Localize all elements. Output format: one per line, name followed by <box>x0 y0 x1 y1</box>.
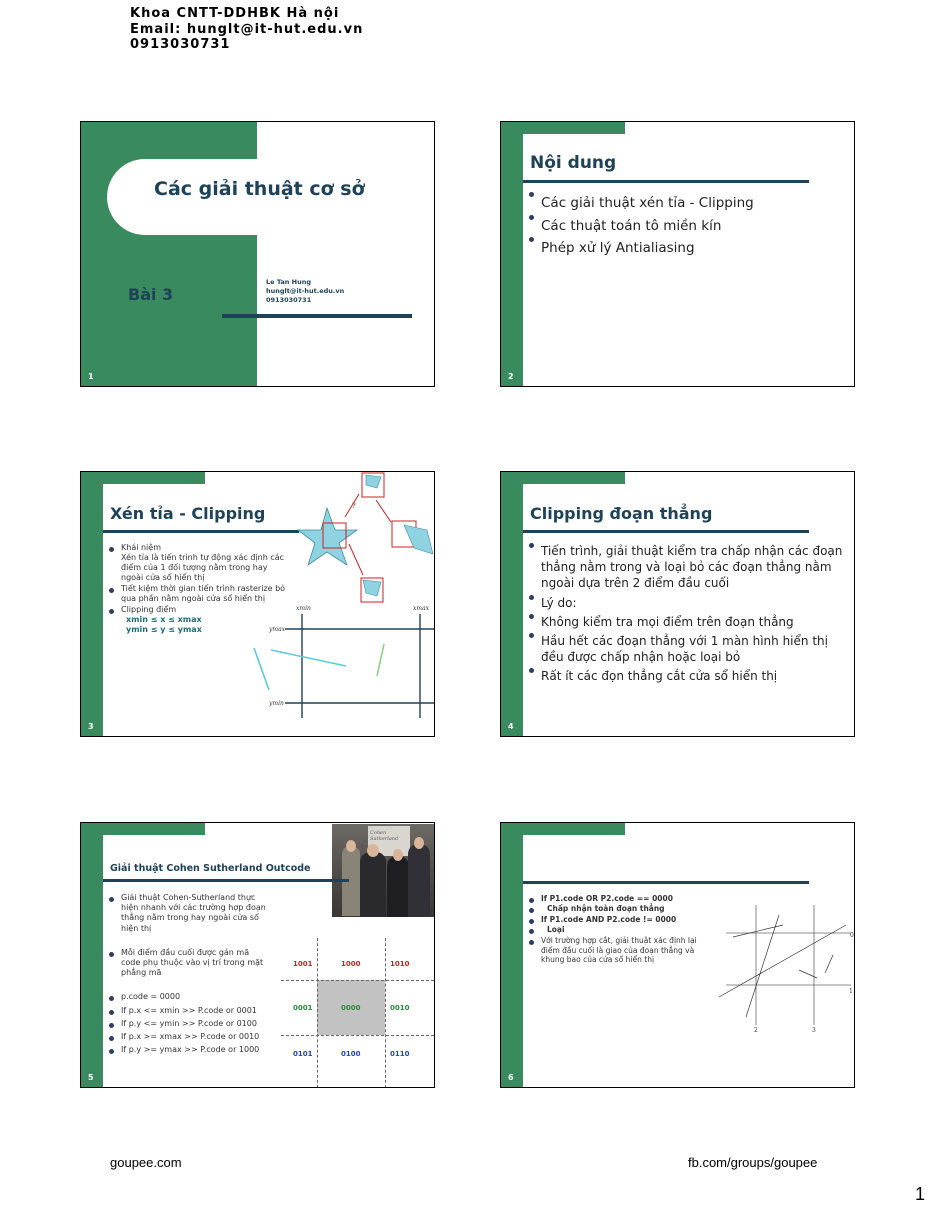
footer-right: fb.com/groups/goupee <box>688 1155 818 1170</box>
face <box>393 849 403 861</box>
segment <box>254 648 269 690</box>
slide4-green-side <box>501 472 523 736</box>
arrow <box>349 544 363 575</box>
slide4-underline <box>523 530 809 533</box>
list-item: Tiến trình, giải thuật kiểm tra chấp nhận các đoạn thẳng nằm trong và loại bỏ các đoạn thẳng nằm ngoài dựa trên 2 điểm đầu cuối <box>529 543 847 592</box>
footer-left: goupee.com <box>110 1155 182 1170</box>
slide1-underline <box>222 314 412 318</box>
header-phone: 0913030731 <box>130 37 231 52</box>
slide-number: 5 <box>88 1073 94 1082</box>
figure-label-0: 0 <box>850 932 854 939</box>
grid-line <box>281 1035 434 1036</box>
figure-label-3: 3 <box>812 1027 816 1034</box>
outcode-label: 0001 <box>293 1004 313 1012</box>
clipped-piece <box>404 525 433 554</box>
outcode-label: 0100 <box>341 1050 361 1058</box>
slide-3 <box>80 471 435 737</box>
header-email: Email: hunglt@it-hut.edu.vn <box>130 21 364 37</box>
slide-number: 3 <box>88 722 94 731</box>
grid-line <box>385 938 386 1088</box>
figure-label-2: 2 <box>754 1027 758 1034</box>
list-item: Các giải thuật xén tỉa - Clipping <box>529 192 754 215</box>
slide3-cond2: ymin ≤ y ≤ ymax <box>126 625 202 634</box>
list-item: If P1.code OR P2.code == 0000 <box>529 894 709 904</box>
figure-label-1: 1 <box>849 988 853 995</box>
list-item: If p.y >= ymax >> P.code or 1000 <box>109 1045 269 1055</box>
slide-number: 6 <box>508 1073 514 1082</box>
star-shape <box>298 508 357 565</box>
list-sub-item: Chấp nhận toàn đoạn thẳng <box>529 904 709 914</box>
slide2-green-side <box>501 122 523 386</box>
outcode-label: 0110 <box>390 1050 410 1058</box>
slide1-title: Các giải thuật cơ sở <box>154 178 365 200</box>
list-item: Rất ít các đọn thẳng cắt cửa sổ hiển thị <box>529 668 847 684</box>
segment <box>825 955 833 973</box>
slide-1 <box>80 121 435 387</box>
outcode-label: 1001 <box>293 960 313 968</box>
segment <box>377 644 384 676</box>
clipped-piece <box>366 475 381 488</box>
list-item: Phép xử lý Antialiasing <box>529 237 754 260</box>
list-item: Lý do: <box>529 595 847 611</box>
face <box>367 844 379 857</box>
outcode-label: 0101 <box>293 1050 313 1058</box>
axis-xmin-label: xmin <box>296 605 311 612</box>
slide4-title: Clipping đoạn thẳng <box>530 504 713 523</box>
slide-number: 4 <box>508 722 514 731</box>
list-item: Không kiểm tra mọi điểm trên đoạn thẳng <box>529 614 847 630</box>
clipped-piece <box>363 580 381 596</box>
person <box>360 852 386 917</box>
list-item: Giải thuật Cohen-Sutherland thực hiện nhanh với các trường hợp đoạn thẳng nằm trong hay ngoài cửa sổ hiện thị <box>109 893 269 934</box>
header-department: Khoa CNTT-DDHBK Hà nội <box>130 6 340 21</box>
list-item: Khái niệm Xén tỉa là tiến trình tự động xác định các điểm của 1 đối tượng nằm trong hay ngoài cửa sổ hiển thị <box>109 543 287 583</box>
outcode-label: 1010 <box>390 960 410 968</box>
slide1-author-name: Le Tan Hung <box>266 278 312 286</box>
photo-caption: Cohen Sutherland <box>370 830 399 842</box>
slide-number: 1 <box>88 372 94 381</box>
outcode-label: 1000 <box>341 960 361 968</box>
slide1-author-email: hunglt@it-hut.edu.vn <box>266 287 345 295</box>
slide1-author <box>266 278 344 305</box>
person <box>408 844 430 917</box>
segment <box>271 650 346 666</box>
list-item: Tiết kiệm thời gian tiến trình rasterize bỏ qua phần nằm ngoài cửa sổ hiển thị <box>109 584 287 604</box>
slide5-photo <box>332 824 434 917</box>
slide1-lesson: Bài 3 <box>128 285 174 304</box>
person <box>387 856 409 917</box>
outcode-label: 0010 <box>390 1004 410 1012</box>
slide-4 <box>500 471 855 737</box>
slide3-question-mark: ? <box>352 502 356 510</box>
slide4-list <box>529 543 847 685</box>
slide-2 <box>500 121 855 387</box>
arrow <box>376 500 391 522</box>
slide3-cond1: xmin ≤ x ≤ xmax <box>126 615 202 624</box>
page-number: 1 <box>914 1184 925 1204</box>
page-header <box>130 6 363 53</box>
slide2-list <box>529 192 754 260</box>
list-item: If p.x <= xmin >> P.code or 0001 <box>109 1006 269 1016</box>
outcode-label: 0000 <box>341 1004 361 1012</box>
slide5-green-side <box>81 823 103 1087</box>
list-item: Hầu hết các đoạn thẳng với 1 màn hình hiển thị đều được chấp nhận hoặc loại bỏ <box>529 633 847 665</box>
grid-line <box>281 980 434 981</box>
list-sub-item: Loại <box>529 925 709 935</box>
slide1-author-phone: 0913030731 <box>266 296 312 304</box>
list-item: Clipping điểm xmin ≤ x ≤ xmax ymin ≤ y ≤ ymax <box>109 605 287 635</box>
list-item: If p.x >= xmax >> P.code or 0010 <box>109 1032 269 1042</box>
slide5-list <box>109 893 269 1055</box>
list-item: Các thuật toán tô miền kín <box>529 215 754 238</box>
slide3-clipping-figure <box>81 472 434 736</box>
slide-6 <box>500 822 855 1088</box>
slide2-underline <box>523 180 809 183</box>
list-item: Với trường hợp cắt, giải thuật xác định lại điểm đầu cuối là giao của đoạn thẳng và khung bao của cửa sổ hiển thị <box>529 936 709 965</box>
slide6-intersection-figure <box>501 823 854 1087</box>
axis-ymin-label: ymin <box>269 700 284 707</box>
grid-line <box>317 938 318 1088</box>
slide-number: 2 <box>508 372 514 381</box>
slide3-title: Xén tỉa - Clipping <box>110 504 266 523</box>
list-item: If p.y <= ymin >> P.code or 0100 <box>109 1019 269 1029</box>
slide5-underline <box>103 879 349 882</box>
axis-ymax-label: ymax <box>269 626 286 633</box>
list-item: Mỗi điểm đầu cuối được gán mã code phụ thuộc vào vị trí trong mặt phẳng mã <box>109 948 269 979</box>
outcode-grid <box>281 938 434 1088</box>
face <box>414 837 424 849</box>
face <box>346 840 356 852</box>
axis-xmax-label: xmax <box>413 605 430 612</box>
slide-5 <box>80 822 435 1088</box>
slide2-title: Nội dung <box>530 153 617 173</box>
slide5-title: Giải thuật Cohen Sutherland Outcode <box>110 863 311 874</box>
list-item: If P1.code AND P2.code != 0000 <box>529 915 709 925</box>
list-item: p.code = 0000 <box>109 992 269 1002</box>
